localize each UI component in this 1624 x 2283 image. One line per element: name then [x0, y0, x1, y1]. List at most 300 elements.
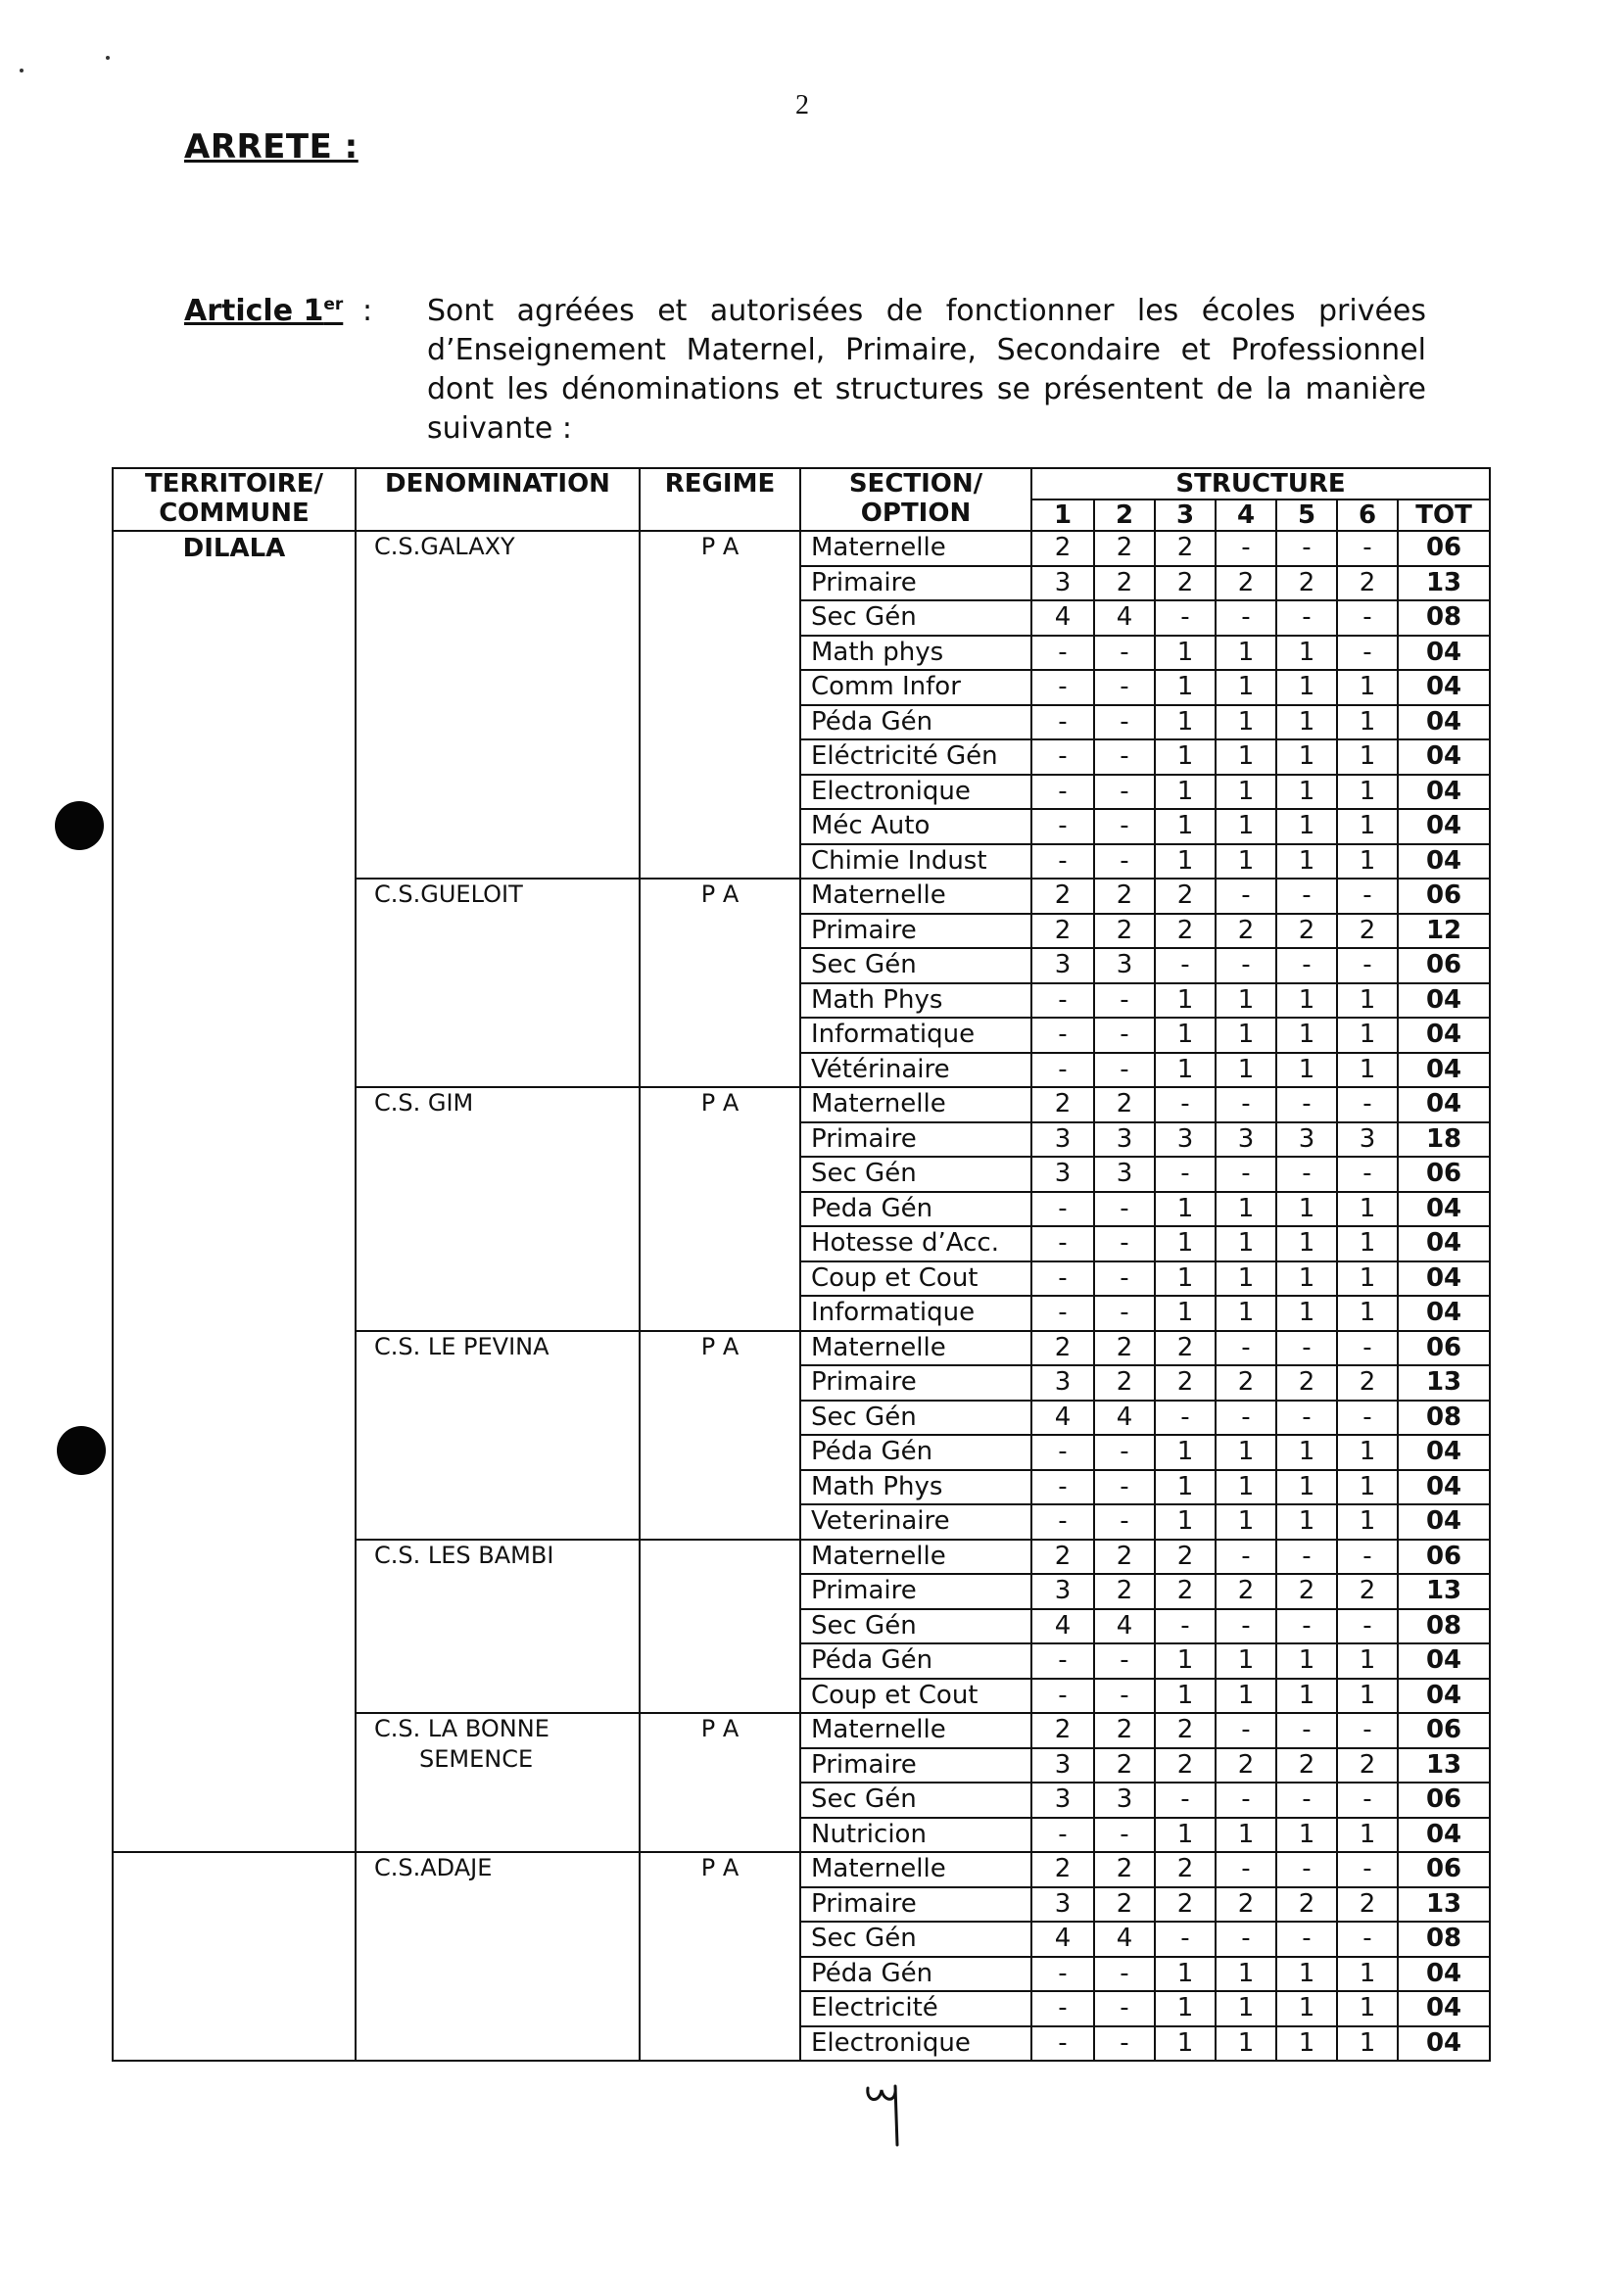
structure-value-cell: -: [1031, 2026, 1094, 2062]
total-cell: 04: [1398, 636, 1490, 671]
header-regime: REGIME: [640, 468, 800, 531]
structure-value-cell: -: [1031, 1192, 1094, 1227]
section-cell: Coup et Cout: [800, 1679, 1031, 1714]
school-name-cell: [356, 1713, 640, 1852]
structure-value-cell: 1: [1337, 1679, 1398, 1714]
structure-value-cell: -: [1276, 1852, 1337, 1887]
structure-value-cell: 1: [1216, 1470, 1276, 1505]
section-cell: Maternelle: [800, 1331, 1031, 1366]
structure-value-cell: 1: [1276, 1818, 1337, 1853]
structure-value-cell: -: [1216, 1852, 1276, 1887]
structure-value-cell: 1: [1155, 1018, 1216, 1053]
section-cell: Péda Gén: [800, 1643, 1031, 1679]
structure-value-cell: -: [1031, 775, 1094, 810]
structure-value-cell: -: [1094, 1504, 1155, 1540]
structure-value-cell: -: [1337, 636, 1398, 671]
structure-value-cell: -: [1216, 1540, 1276, 1575]
header-territoire: TERRITOIRE/ COMMUNE: [113, 468, 356, 531]
structure-value-cell: -: [1094, 670, 1155, 705]
section-cell: Primaire: [800, 1122, 1031, 1158]
signature-initial: [860, 2069, 929, 2147]
total-cell: 04: [1398, 1957, 1490, 1992]
structure-value-cell: 3: [1094, 948, 1155, 983]
structure-value-cell: -: [1337, 1331, 1398, 1366]
structure-value-cell: 2: [1155, 1887, 1216, 1923]
structure-value-cell: 2: [1094, 1574, 1155, 1609]
structure-value-cell: -: [1094, 1261, 1155, 1297]
structure-value-cell: 2: [1155, 914, 1216, 949]
total-cell: 06: [1398, 1157, 1490, 1192]
school-name-cell: [356, 1087, 640, 1331]
structure-value-cell: 3: [1094, 1157, 1155, 1192]
structure-value-cell: 1: [1216, 1991, 1276, 2026]
structure-value-cell: -: [1094, 983, 1155, 1019]
structure-value-cell: -: [1337, 1401, 1398, 1436]
territory-cell: DILALA: [113, 531, 356, 1852]
regime-cell: P A: [640, 879, 800, 1087]
structure-value-cell: 1: [1216, 1261, 1276, 1297]
section-cell: Sec Gén: [800, 1922, 1031, 1957]
table-body: [113, 531, 1490, 2061]
structure-value-cell: -: [1094, 1818, 1155, 1853]
structure-value-cell: 2: [1094, 1087, 1155, 1122]
total-cell: 04: [1398, 1053, 1490, 1088]
structure-value-cell: -: [1031, 1818, 1094, 1853]
structure-value-cell: 1: [1337, 1818, 1398, 1853]
structure-value-cell: 1: [1337, 1261, 1398, 1297]
structure-value-cell: -: [1337, 1922, 1398, 1957]
structure-value-cell: -: [1031, 1504, 1094, 1540]
section-cell: Nutricion: [800, 1818, 1031, 1853]
structure-value-cell: 2: [1094, 531, 1155, 566]
section-cell: Veterinaire: [800, 1504, 1031, 1540]
structure-value-cell: 1: [1216, 670, 1276, 705]
structure-value-cell: 2: [1216, 1887, 1276, 1923]
structure-value-cell: 1: [1337, 1226, 1398, 1261]
structure-value-cell: 1: [1276, 2026, 1337, 2062]
structure-value-cell: -: [1216, 1922, 1276, 1957]
structure-value-cell: 2: [1094, 1748, 1155, 1784]
structure-value-cell: 1: [1216, 636, 1276, 671]
structure-value-cell: 1: [1337, 1643, 1398, 1679]
total-cell: 04: [1398, 1018, 1490, 1053]
school-name: SEMENCE: [419, 1745, 534, 1773]
section-cell: Vétérinaire: [800, 1053, 1031, 1088]
structure-value-cell: 2: [1337, 1365, 1398, 1401]
structure-value-cell: 1: [1276, 775, 1337, 810]
structure-value-cell: 4: [1031, 1922, 1094, 1957]
header-col: 5: [1276, 499, 1337, 531]
structure-value-cell: -: [1337, 531, 1398, 566]
structure-value-cell: 1: [1276, 844, 1337, 880]
structure-value-cell: 1: [1276, 1643, 1337, 1679]
school-name: C.S. LA BONNE: [374, 1715, 549, 1742]
structure-value-cell: 1: [1276, 1957, 1337, 1992]
header-col: 3: [1155, 499, 1216, 531]
section-cell: Informatique: [800, 1296, 1031, 1331]
structure-value-cell: 1: [1216, 705, 1276, 740]
total-cell: 04: [1398, 705, 1490, 740]
structure-value-cell: 2: [1094, 1331, 1155, 1366]
school-name: C.S. LE PEVINA: [374, 1332, 549, 1360]
structure-value-cell: 2: [1216, 914, 1276, 949]
structure-value-cell: 1: [1276, 809, 1337, 844]
structure-value-cell: -: [1094, 809, 1155, 844]
structure-value-cell: 1: [1276, 1470, 1337, 1505]
structure-value-cell: -: [1031, 983, 1094, 1019]
structure-value-cell: -: [1031, 739, 1094, 775]
section-cell: Informatique: [800, 1018, 1031, 1053]
total-cell: 04: [1398, 775, 1490, 810]
school-name-cell: [356, 1540, 640, 1714]
structure-value-cell: -: [1276, 879, 1337, 914]
total-cell: 04: [1398, 809, 1490, 844]
structure-value-cell: -: [1276, 1713, 1337, 1748]
structure-value-cell: 1: [1216, 739, 1276, 775]
section-cell: Péda Gén: [800, 705, 1031, 740]
total-cell: 04: [1398, 2026, 1490, 2062]
structure-value-cell: 3: [1216, 1122, 1276, 1158]
structure-value-cell: 4: [1031, 1401, 1094, 1436]
structure-value-cell: -: [1031, 1296, 1094, 1331]
structure-value-cell: -: [1094, 775, 1155, 810]
structure-value-cell: -: [1155, 1157, 1216, 1192]
total-cell: 04: [1398, 1226, 1490, 1261]
structure-value-cell: -: [1276, 1783, 1337, 1818]
structure-value-cell: 2: [1155, 1574, 1216, 1609]
section-cell: Sec Gén: [800, 948, 1031, 983]
structure-value-cell: 1: [1155, 1643, 1216, 1679]
structure-value-cell: -: [1337, 1609, 1398, 1644]
territory-cell: [113, 1852, 356, 2061]
regime-cell: P A: [640, 1852, 800, 2061]
structure-value-cell: 4: [1031, 600, 1094, 636]
section-cell: Primaire: [800, 1887, 1031, 1923]
total-cell: 06: [1398, 879, 1490, 914]
structure-value-cell: -: [1337, 879, 1398, 914]
total-cell: 06: [1398, 1540, 1490, 1575]
structure-value-cell: -: [1031, 1018, 1094, 1053]
total-cell: 13: [1398, 1887, 1490, 1923]
header-col: 2: [1094, 499, 1155, 531]
school-name-cell: [356, 1852, 640, 2061]
structure-value-cell: 1: [1155, 844, 1216, 880]
section-cell: Méc Auto: [800, 809, 1031, 844]
structure-value-cell: 2: [1276, 1574, 1337, 1609]
structure-value-cell: -: [1276, 1401, 1337, 1436]
section-cell: Sec Gén: [800, 1783, 1031, 1818]
total-cell: 06: [1398, 948, 1490, 983]
structure-value-cell: -: [1155, 600, 1216, 636]
structure-value-cell: 2: [1337, 1574, 1398, 1609]
structure-value-cell: 2: [1276, 1365, 1337, 1401]
total-cell: 04: [1398, 1296, 1490, 1331]
total-cell: 04: [1398, 1643, 1490, 1679]
structure-value-cell: 2: [1094, 914, 1155, 949]
structure-value-cell: 1: [1155, 1504, 1216, 1540]
school-name: C.S. GIM: [374, 1089, 474, 1117]
structure-value-cell: 1: [1216, 1053, 1276, 1088]
regime-cell: P A: [640, 1331, 800, 1540]
structure-value-cell: -: [1031, 844, 1094, 880]
total-cell: 12: [1398, 914, 1490, 949]
structure-value-cell: 1: [1155, 636, 1216, 671]
header-col: 4: [1216, 499, 1276, 531]
structure-value-cell: 1: [1337, 1470, 1398, 1505]
structure-value-cell: -: [1276, 531, 1337, 566]
structure-value-cell: -: [1216, 1401, 1276, 1436]
structure-value-cell: 1: [1216, 983, 1276, 1019]
school-name-cell: [356, 879, 640, 1087]
structure-value-cell: -: [1031, 1226, 1094, 1261]
header-section: SECTION/ OPTION: [800, 468, 1031, 531]
total-cell: 13: [1398, 1748, 1490, 1784]
structure-value-cell: 1: [1216, 1679, 1276, 1714]
structure-value-cell: 1: [1337, 739, 1398, 775]
structure-value-cell: 1: [1155, 739, 1216, 775]
section-cell: Sec Gén: [800, 600, 1031, 636]
structure-value-cell: -: [1031, 1957, 1094, 1992]
structure-value-cell: 3: [1031, 566, 1094, 601]
structure-value-cell: -: [1337, 600, 1398, 636]
total-cell: 04: [1398, 1435, 1490, 1470]
structure-value-cell: 1: [1216, 1957, 1276, 1992]
structure-value-cell: -: [1094, 1018, 1155, 1053]
structure-value-cell: 3: [1031, 1365, 1094, 1401]
section-cell: Math Phys: [800, 1470, 1031, 1505]
structure-value-cell: 1: [1216, 1018, 1276, 1053]
structure-value-cell: 2: [1276, 1748, 1337, 1784]
structure-value-cell: -: [1216, 948, 1276, 983]
structure-value-cell: 1: [1216, 775, 1276, 810]
structure-value-cell: -: [1155, 1609, 1216, 1644]
section-cell: Péda Gén: [800, 1957, 1031, 1992]
total-cell: 04: [1398, 844, 1490, 880]
structure-value-cell: 1: [1216, 1643, 1276, 1679]
structure-value-cell: -: [1337, 1087, 1398, 1122]
scan-speck: [20, 69, 24, 72]
schools-table: [112, 467, 1491, 2062]
section-cell: Primaire: [800, 566, 1031, 601]
total-cell: 04: [1398, 1087, 1490, 1122]
structure-value-cell: 3: [1031, 1783, 1094, 1818]
structure-value-cell: 2: [1337, 1748, 1398, 1784]
structure-value-cell: 1: [1337, 670, 1398, 705]
structure-value-cell: -: [1094, 1192, 1155, 1227]
structure-value-cell: -: [1031, 1053, 1094, 1088]
section-cell: Math Phys: [800, 983, 1031, 1019]
section-cell: Comm Infor: [800, 670, 1031, 705]
structure-value-cell: 3: [1094, 1122, 1155, 1158]
structure-value-cell: 1: [1276, 670, 1337, 705]
structure-value-cell: -: [1094, 2026, 1155, 2062]
structure-value-cell: 2: [1094, 879, 1155, 914]
structure-value-cell: 2: [1155, 1852, 1216, 1887]
structure-value-cell: -: [1031, 636, 1094, 671]
structure-value-cell: -: [1276, 1331, 1337, 1366]
structure-value-cell: 1: [1216, 1435, 1276, 1470]
total-cell: 06: [1398, 1852, 1490, 1887]
regime-cell: [640, 1540, 800, 1714]
total-cell: 08: [1398, 1401, 1490, 1436]
structure-value-cell: 2: [1094, 566, 1155, 601]
structure-value-cell: 1: [1276, 1504, 1337, 1540]
structure-value-cell: -: [1276, 600, 1337, 636]
structure-value-cell: 2: [1155, 531, 1216, 566]
structure-value-cell: 2: [1094, 1365, 1155, 1401]
structure-value-cell: 4: [1094, 1401, 1155, 1436]
structure-value-cell: -: [1094, 739, 1155, 775]
total-cell: 13: [1398, 1365, 1490, 1401]
table-row: [113, 1852, 1490, 1887]
total-cell: 04: [1398, 983, 1490, 1019]
article-colon: :: [362, 294, 373, 328]
structure-value-cell: -: [1155, 1783, 1216, 1818]
structure-value-cell: 1: [1276, 1296, 1337, 1331]
structure-value-cell: -: [1216, 1783, 1276, 1818]
structure-value-cell: 1: [1155, 1470, 1216, 1505]
section-cell: Primaire: [800, 914, 1031, 949]
structure-value-cell: 3: [1337, 1122, 1398, 1158]
structure-value-cell: 1: [1216, 1818, 1276, 1853]
punch-hole-mark: [55, 801, 104, 850]
structure-value-cell: 2: [1031, 1852, 1094, 1887]
structure-value-cell: 2: [1155, 1365, 1216, 1401]
structure-value-cell: -: [1031, 809, 1094, 844]
section-cell: Sec Gén: [800, 1609, 1031, 1644]
structure-value-cell: -: [1216, 1713, 1276, 1748]
structure-value-cell: 1: [1155, 2026, 1216, 2062]
school-name: C.S. LES BAMBI: [374, 1541, 554, 1569]
structure-value-cell: 1: [1276, 983, 1337, 1019]
total-cell: 04: [1398, 1470, 1490, 1505]
structure-value-cell: 3: [1031, 1157, 1094, 1192]
section-cell: Maternelle: [800, 1713, 1031, 1748]
table-row: [113, 531, 1490, 566]
section-cell: Primaire: [800, 1748, 1031, 1784]
article-label: [184, 294, 343, 328]
section-cell: Maternelle: [800, 1087, 1031, 1122]
structure-value-cell: 3: [1031, 948, 1094, 983]
structure-value-cell: 2: [1155, 566, 1216, 601]
structure-value-cell: 1: [1216, 1504, 1276, 1540]
structure-value-cell: -: [1031, 1435, 1094, 1470]
structure-value-cell: -: [1094, 1470, 1155, 1505]
structure-value-cell: 1: [1276, 1018, 1337, 1053]
structure-value-cell: 2: [1094, 1540, 1155, 1575]
structure-value-cell: -: [1094, 1991, 1155, 2026]
section-cell: Electronique: [800, 775, 1031, 810]
section-cell: Coup et Cout: [800, 1261, 1031, 1297]
structure-value-cell: 2: [1031, 914, 1094, 949]
structure-value-cell: 1: [1276, 739, 1337, 775]
total-cell: 04: [1398, 1504, 1490, 1540]
structure-value-cell: -: [1276, 1922, 1337, 1957]
structure-value-cell: -: [1337, 1540, 1398, 1575]
structure-value-cell: 1: [1276, 1679, 1337, 1714]
section-cell: Primaire: [800, 1365, 1031, 1401]
structure-value-cell: 2: [1031, 879, 1094, 914]
total-cell: 06: [1398, 1331, 1490, 1366]
section-cell: Maternelle: [800, 879, 1031, 914]
structure-value-cell: 1: [1155, 1435, 1216, 1470]
structure-value-cell: -: [1337, 1852, 1398, 1887]
structure-value-cell: 1: [1276, 1435, 1337, 1470]
structure-value-cell: 1: [1337, 983, 1398, 1019]
structure-value-cell: -: [1094, 1643, 1155, 1679]
section-cell: Péda Gén: [800, 1435, 1031, 1470]
structure-value-cell: 1: [1216, 1226, 1276, 1261]
structure-value-cell: 1: [1155, 1991, 1216, 2026]
article-label-sup: er: [323, 295, 344, 314]
school-name: C.S.ADAJE: [374, 1854, 493, 1881]
section-cell: Maternelle: [800, 1540, 1031, 1575]
structure-value-cell: -: [1155, 1087, 1216, 1122]
structure-value-cell: 1: [1155, 809, 1216, 844]
total-cell: 04: [1398, 1261, 1490, 1297]
structure-value-cell: 1: [1337, 775, 1398, 810]
structure-value-cell: 1: [1337, 1504, 1398, 1540]
structure-value-cell: -: [1337, 948, 1398, 983]
structure-value-cell: -: [1094, 1957, 1155, 1992]
structure-value-cell: -: [1216, 1331, 1276, 1366]
regime-cell: P A: [640, 1713, 800, 1852]
structure-value-cell: -: [1216, 1087, 1276, 1122]
structure-value-cell: 2: [1094, 1713, 1155, 1748]
structure-value-cell: 3: [1031, 1122, 1094, 1158]
structure-value-cell: 1: [1337, 1296, 1398, 1331]
section-cell: Eléctricité Gén: [800, 739, 1031, 775]
structure-value-cell: 2: [1031, 1540, 1094, 1575]
school-name-cell: [356, 531, 640, 879]
structure-value-cell: 1: [1337, 2026, 1398, 2062]
structure-value-cell: 1: [1337, 809, 1398, 844]
structure-value-cell: 4: [1031, 1609, 1094, 1644]
structure-value-cell: -: [1155, 1401, 1216, 1436]
structure-value-cell: -: [1094, 1679, 1155, 1714]
structure-value-cell: 1: [1155, 1192, 1216, 1227]
structure-value-cell: -: [1216, 1157, 1276, 1192]
structure-value-cell: 3: [1031, 1887, 1094, 1923]
structure-value-cell: 2: [1094, 1887, 1155, 1923]
total-cell: 04: [1398, 739, 1490, 775]
structure-value-cell: 3: [1031, 1748, 1094, 1784]
structure-value-cell: 1: [1155, 983, 1216, 1019]
structure-value-cell: -: [1337, 1783, 1398, 1818]
structure-value-cell: 1: [1155, 1053, 1216, 1088]
structure-value-cell: 2: [1276, 914, 1337, 949]
structure-value-cell: 1: [1216, 1296, 1276, 1331]
section-cell: Math phys: [800, 636, 1031, 671]
structure-value-cell: -: [1337, 1157, 1398, 1192]
header-col: 1: [1031, 499, 1094, 531]
structure-value-cell: -: [1276, 948, 1337, 983]
header-denomination: DENOMINATION: [356, 468, 640, 531]
section-cell: Sec Gén: [800, 1401, 1031, 1436]
school-name: C.S.GALAXY: [374, 533, 515, 560]
section-cell: Electronique: [800, 2026, 1031, 2062]
structure-value-cell: 1: [1337, 1192, 1398, 1227]
structure-value-cell: -: [1216, 600, 1276, 636]
structure-value-cell: 2: [1216, 1748, 1276, 1784]
structure-value-cell: 2: [1031, 1087, 1094, 1122]
total-cell: 04: [1398, 1818, 1490, 1853]
structure-value-cell: -: [1094, 844, 1155, 880]
structure-value-cell: -: [1155, 948, 1216, 983]
structure-value-cell: -: [1031, 670, 1094, 705]
total-cell: 13: [1398, 566, 1490, 601]
structure-value-cell: 1: [1276, 1261, 1337, 1297]
